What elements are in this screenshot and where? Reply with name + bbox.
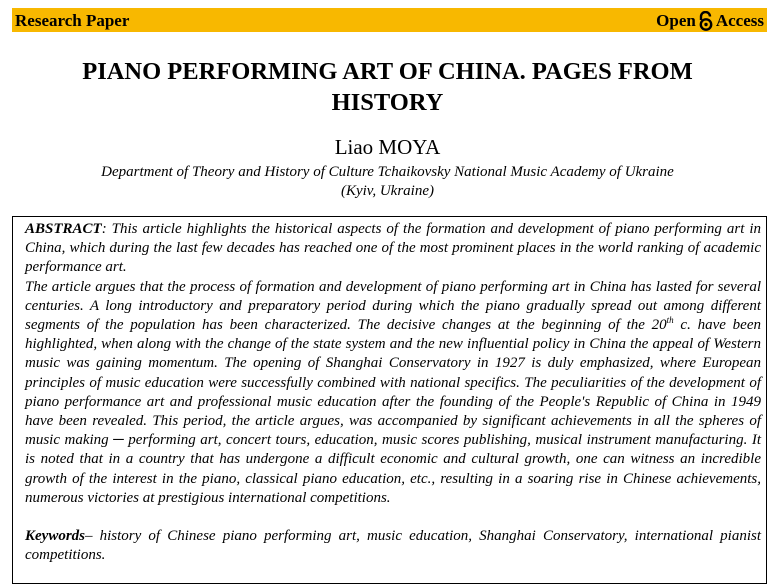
abstract-intro-text: : This article highlights the historical aspects of the formation and development of piano performing art in China, which during the last few decades has reached one of the most prominent places in the world ranking of academic performance art.	[25, 221, 761, 276]
abstract-label: ABSTRACT	[25, 221, 102, 237]
affiliation-location: (Kyiv, Ukraine)	[340, 183, 435, 199]
abstract-body-superscript: th	[666, 315, 674, 326]
abstract-body	[25, 278, 761, 508]
affiliation-department: Department of Theory and History of Culture Tchaikovsky National Music Academy of Ukraine	[101, 164, 674, 180]
article-type-banner	[12, 8, 767, 32]
keywords-label: Keywords	[25, 528, 85, 545]
open-access-access-text: Access	[715, 11, 764, 30]
abstract-box	[12, 216, 767, 584]
paper-title: PIANO PERFORMING ART OF CHINA. PAGES FROM HISTORY	[82, 58, 693, 116]
abstract-intro	[25, 220, 761, 278]
keywords-text: – history of Chinese piano performing art, music education, Shanghai Conservatory, international pianist competitions.	[25, 528, 761, 564]
abstract-body-part2: c. have been highlighted, when along with the change of the state system and the new influential policy in China the appeal of Western music was gaining momentum. The opening of Shanghai Conservatory in 1927 is duly emphasized, where European principles of music education were successfully combined with national specifics. The peculiarities of the development of piano performance art and professional music education after the founding of the People's Republic of China in 1949 have been revealed. This period, the article argues, was accompanied by significant achievements in all the spheres of music making ─ performing art, concert tours, education, music scores publishing, musical instrument manufacturing. It is noted that in a country that has undergone a difficult economic and cultural growth, one can witness an incredible growth of the interest in the piano, classical piano education, etc., resulting in a soaring rise in Chinese achievements, numerous victories at prestigious international competitions.	[25, 317, 761, 506]
abstract-body-part1: The article argues that the process of formation and development of piano performing art in China has lasted for several centuries. A long introductory and preparatory period during which the piano gradually spread out among different segments of the population has been characterized. The decisive changes at the beginning of the 20	[25, 278, 761, 334]
open-access-lock-icon	[697, 11, 715, 31]
open-access-badge	[656, 11, 764, 31]
author-name: Liao MOYA	[334, 135, 441, 159]
open-access-open-text: Open	[656, 11, 696, 30]
research-paper-label: Research Paper	[15, 11, 130, 30]
author-affiliation	[40, 163, 735, 201]
keywords-paragraph	[25, 527, 761, 565]
